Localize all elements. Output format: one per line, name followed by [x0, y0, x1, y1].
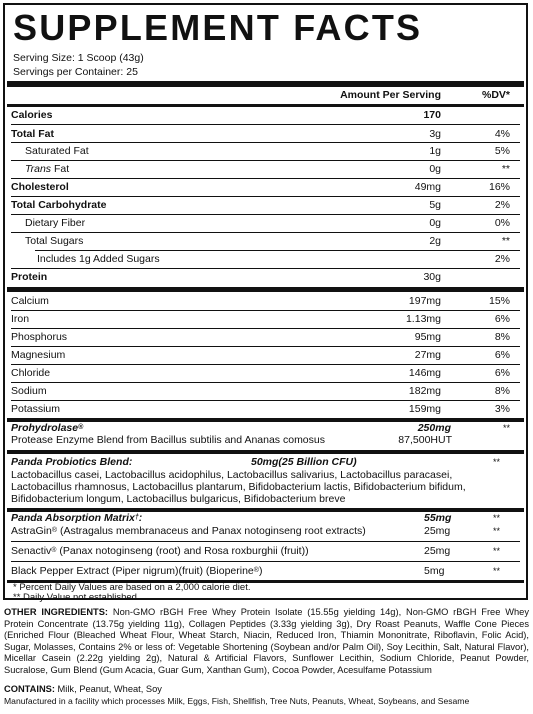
mineral-row — [11, 400, 520, 418]
prohydrolase-label: Prohydrolase — [11, 422, 79, 434]
mineral-row — [11, 292, 520, 310]
trans-label: Trans — [25, 163, 52, 175]
absorption-label: Panda Absorption Matrix — [11, 512, 135, 524]
nutrient-dv: 0% — [494, 217, 510, 229]
absorption-header — [11, 512, 520, 525]
footnote-dv: * Percent Daily Values are based on a 2,000 calorie diet. — [13, 582, 251, 593]
mineral-label: Magnesium — [11, 349, 66, 361]
nutrient-dv: ** — [501, 163, 510, 175]
thick-divider — [7, 450, 524, 454]
absorption-item-dv: ** — [492, 546, 500, 556]
calories-label: Calories — [11, 109, 53, 121]
mineral-dv: 3% — [494, 403, 510, 415]
nutrient-amount: 2g — [429, 235, 441, 247]
absorption-item-dv: ** — [492, 566, 500, 576]
mineral-amount: 182mg — [408, 385, 441, 397]
nutrient-row — [11, 125, 520, 143]
dagger-mark: † — [134, 514, 139, 521]
other-ingredients-text: Non-GMO rBGH Free Whey Protein Isolate (15.55g yielding 14g), Non-GMO rBGH Free Whey Protein Concentrate (13.75g yielding 11g), Collagen Peptides (3.33g yielding 3g), Dry Roast Peanuts, Waffle Cone Pieces (Enriched Flour (Bleached Wheat Flour, Wheat Starch, Niacin, Reduced Iron, Thiamin Mononitrate, Riboflavin, Folic Acid), Sugar, Molasses, Contains 2% or less of: Vegetable Shortening (Soybean and/or Palm Oil), Soy Lecithin, Salt, Natural Flavor), Micellar Casein (2.22g yielding 2g), Natural & Artificial Flavors, Sunflower Lecithin, Sodium Chloride, Peanut Powder, Sucralose, Gum Blend (Gum Acacia, Guar Gum, Xanthan Gum), Cocoa Powder, Acesulfame Potassium — [4, 607, 529, 675]
mineral-amount: 1.13mg — [405, 313, 441, 325]
mineral-label: Iron — [11, 313, 30, 325]
registered-mark: ® — [51, 527, 58, 534]
prohydrolase-dv: ** — [502, 423, 510, 433]
contains-label: CONTAINS: — [4, 684, 55, 694]
nutrient-dv: 2% — [494, 199, 510, 211]
registered-mark: ® — [253, 567, 259, 574]
absorption-item-dv: ** — [492, 526, 500, 536]
nutrient-label: Cholesterol — [11, 181, 69, 193]
nutrient-amount: 3g — [429, 128, 441, 140]
nutrient-dv: 2% — [494, 253, 510, 265]
mineral-dv: 15% — [488, 295, 510, 307]
contains — [4, 684, 529, 696]
supplement-facts-panel — [3, 3, 528, 603]
nutrient-label: Total Carbohydrate — [11, 199, 107, 211]
nutrient-amount: 0g — [429, 163, 441, 175]
absorption-item-amount: 5mg — [424, 565, 445, 577]
absorption-item-amount: 25mg — [424, 525, 451, 537]
absorption-item — [11, 565, 520, 578]
absorption-amount: 55mg — [424, 512, 452, 524]
nutrient-row — [11, 196, 520, 214]
mineral-dv: 8% — [494, 331, 510, 343]
prohydrolase-row — [11, 421, 520, 435]
row-divider — [11, 561, 520, 562]
probiotics-amount: 50mg(25 Billion CFU) — [251, 456, 357, 468]
contains-text: Milk, Peanut, Wheat, Soy — [54, 684, 162, 694]
mineral-amount: 95mg — [414, 331, 441, 343]
amount-per-serving-header: Amount Per Serving — [340, 89, 441, 101]
mineral-label: Chloride — [11, 367, 51, 379]
nutrient-label: Includes 1g Added Sugars — [37, 253, 160, 265]
mineral-amount: 197mg — [408, 295, 441, 307]
absorption-item-rest: (Panax notoginseng (root) and Rosa roxburghii (fruit)) — [56, 545, 309, 557]
row-divider — [11, 541, 520, 542]
footnote-not-established: ** Daily Value not established. — [13, 592, 140, 603]
mineral-row — [11, 382, 520, 400]
nutrient-row — [11, 178, 520, 196]
mineral-dv: 6% — [494, 367, 510, 379]
protein-label: Protein — [11, 271, 48, 283]
mineral-row — [11, 346, 520, 364]
absorption-item — [11, 545, 520, 558]
protein-amount: 30g — [423, 271, 441, 283]
absorption-item-amount: 25mg — [424, 545, 451, 557]
mineral-label: Sodium — [11, 385, 47, 397]
facility-statement: Manufactured in a facility which processes Milk, Eggs, Fish, Shellfish, Tree Nuts, Peanuts, Wheat, Soybeans, and Sesame — [4, 696, 470, 706]
mineral-row — [11, 328, 520, 346]
mineral-dv: 6% — [494, 313, 510, 325]
mineral-amount: 159mg — [408, 403, 441, 415]
calories-amount: 170 — [423, 109, 441, 121]
column-header-row — [11, 86, 520, 104]
servings-per-container: Servings per Container: 25 — [13, 66, 138, 78]
mineral-label: Potassium — [11, 403, 61, 415]
registered-mark: ® — [78, 424, 84, 431]
other-ingredients-label: OTHER INGREDIENTS: — [4, 607, 109, 617]
dv-header: %DV* — [481, 89, 510, 101]
mineral-dv: 6% — [494, 349, 510, 361]
nutrient-amount: 0g — [429, 217, 441, 229]
probiotics-dv: ** — [492, 457, 500, 467]
nutrient-row — [11, 214, 520, 232]
probiotics-header — [11, 456, 520, 469]
absorption-dv: ** — [492, 513, 500, 523]
probiotics-body: Lactobacillus casei, Lactobacillus acidophilus, Lactobacillus salivarius, Lactobacillus paracasei, Lactobacillus rhamnosus, Lactobacillus plantarum, Bifidobacterium lactis, Bifidobacterium bifidum, Bifidobacterium longum, Lactobacillus bulgaricus, Bifidobacterium breve — [11, 469, 466, 506]
prohydrolase-amount: 250mg — [417, 422, 451, 434]
mineral-row — [11, 364, 520, 382]
nutrient-row — [11, 160, 520, 178]
nutrient-row — [11, 142, 520, 160]
nutrient-amount: 1g — [429, 145, 441, 157]
nutrient-label: Saturated Fat — [25, 145, 89, 157]
nutrient-row — [11, 250, 520, 268]
serving-size: Serving Size: 1 Scoop (43g) — [13, 52, 144, 64]
prohydrolase-sub-amount: 87,500HUT — [398, 434, 452, 446]
mineral-label: Phosphorus — [11, 331, 68, 343]
nutrient-dv: ** — [501, 235, 510, 247]
nutrient-row — [11, 232, 520, 250]
absorption-item — [11, 525, 520, 538]
registered-mark: ® — [51, 547, 57, 554]
prohydrolase-sub-row — [11, 434, 520, 447]
probiotics-label: Panda Probiotics Blend: — [11, 456, 133, 468]
absorption-item-label: Senactiv — [11, 545, 52, 557]
nutrient-amount: 49mg — [414, 181, 441, 193]
nutrient-dv: 5% — [494, 145, 510, 157]
absorption-item-rest: (Astragalus membranaceus and Panax notoginseng root extracts) — [57, 525, 366, 537]
prohydrolase-sub-label: Protease Enzyme Blend from Bacillus subtilis and Ananas comosus — [11, 434, 325, 446]
trans-fat-suffix: Fat — [51, 163, 70, 175]
mineral-row — [11, 310, 520, 328]
protein-row — [11, 268, 520, 286]
mineral-amount: 146mg — [408, 367, 441, 379]
nutrient-label: Total Fat — [11, 128, 54, 140]
nutrient-dv: 4% — [494, 128, 510, 140]
nutrient-label: Dietary Fiber — [25, 217, 86, 229]
absorption-colon: : — [138, 512, 143, 524]
absorption-item-label: AstraGin — [11, 525, 52, 537]
other-ingredients — [4, 607, 529, 677]
mineral-label: Calcium — [11, 295, 49, 307]
nutrient-dv: 16% — [488, 181, 510, 193]
mineral-amount: 27mg — [414, 349, 441, 361]
mineral-dv: 8% — [494, 385, 510, 397]
nutrient-label: Total Sugars — [25, 235, 84, 247]
absorption-item-rest: ) — [258, 565, 263, 577]
calories-row — [11, 106, 520, 124]
absorption-item-label: Black Pepper Extract (Piper nigrum)(fruit) (Bioperine — [11, 565, 254, 577]
panel-title: SUPPLEMENT FACTS — [13, 7, 423, 48]
nutrient-amount: 5g — [429, 199, 441, 211]
